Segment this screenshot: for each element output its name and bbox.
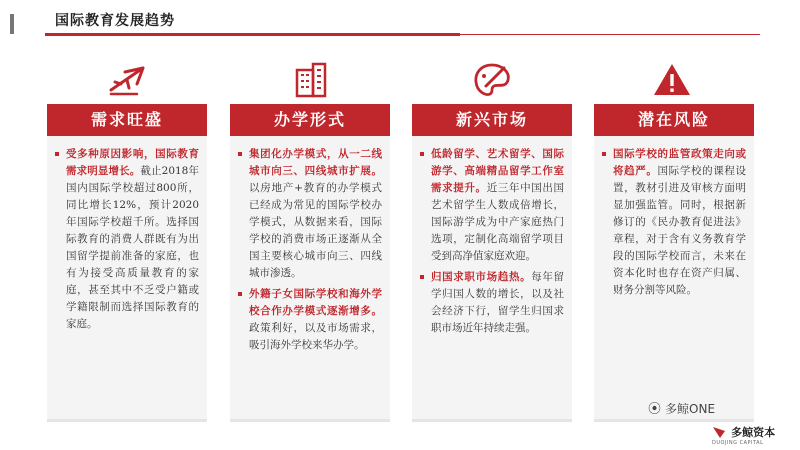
- bullet-item: [420, 269, 564, 337]
- column-heading: 需求旺盛: [47, 104, 207, 136]
- left-accent-bar: [10, 14, 14, 34]
- column-body: [230, 136, 390, 422]
- page-title: 国际教育发展趋势: [55, 13, 175, 29]
- column-heading: 办学形式: [230, 104, 390, 136]
- bullet-highlight: 低龄留学、艺术留学、国际游学、高端精品留学工作室需求提升。: [431, 148, 564, 194]
- bullet-item: [55, 146, 199, 333]
- column-school-model: [230, 104, 390, 422]
- column-risk: [594, 104, 754, 422]
- whale-logo-icon: [712, 425, 726, 439]
- airplane-icon: [107, 62, 147, 98]
- bullet-text: 近三年中国出国艺术留学生人数成倍增长，国际游学成为中产家庭热门选项，定制化高端留学项目受到高净值家庭欢迎。: [431, 182, 565, 262]
- bullet-highlight: 归国求职市场趋热。: [431, 271, 532, 283]
- column-body: [47, 136, 207, 422]
- bullet-item: [238, 146, 382, 282]
- building-icon: [291, 62, 331, 98]
- bullet-highlight: 外籍子女国际学校和海外学校合作办学模式逐渐增多。: [249, 288, 382, 317]
- column-body: [412, 136, 572, 422]
- column-emerging-market: [412, 104, 572, 422]
- title-underline-thin: [460, 34, 760, 35]
- company-logo: [712, 421, 775, 446]
- bullet-text: 每年留学归国人数的增长，以及社会经济下行，留学生归国求职市场近年持续走强。: [431, 271, 565, 334]
- column-heading: 新兴市场: [412, 104, 572, 136]
- column-body: [594, 136, 754, 422]
- bullet-item: [602, 146, 746, 299]
- title-underline: [45, 33, 460, 36]
- bullet-text: 政策利好，以及市场需求，吸引海外学校来华办学。: [249, 322, 382, 351]
- bullet-text: 截止2018年国内国际学校超过800所，同比增长12%，预计2020年国际学校超千所。选择国际教育的消费人群既有为出国留学提前准备的家庭，也有为接受高质量教育的家庭，甚至其中不乏受户籍或学籍限制而选择国际教育的家庭。: [66, 165, 199, 330]
- bullet-item: [238, 286, 382, 354]
- wechat-icon: ⦿: [648, 402, 662, 417]
- palette-icon: [472, 62, 512, 98]
- logo-subtext: DUOJING CAPITAL: [712, 440, 764, 446]
- bullet-item: [420, 146, 564, 265]
- warning-icon: [652, 62, 692, 98]
- wechat-account: [648, 398, 715, 417]
- column-demand: [47, 104, 207, 422]
- bullet-text: 国际学校的课程设置，教材引进及审核方面明显加强监管。同时，根据新修订的《民办教育促进法》章程，对于含有义务教育学段的国际学校而言，未来在资本化时也存在资产归属、财务分割等风险。: [613, 165, 747, 296]
- bullet-highlight: 受多种原因影响，国际教育需求明显增长。: [66, 148, 199, 177]
- bullet-text: 以房地产+教育的办学模式已经成为常见的国际学校办学模式，从数据来看，国际学校的消费市场正逐渐从全国主要核心城市向三、四线城市渗透。: [249, 182, 382, 279]
- wechat-label: 多鲸ONE: [665, 402, 716, 416]
- logo-text: 多鲸资本: [731, 426, 776, 439]
- bullet-highlight: 集团化办学模式，从一二线城市向三、四线城市扩展。: [249, 148, 382, 177]
- column-heading: 潜在风险: [594, 104, 754, 136]
- bullet-highlight: 国际学校的监管政策走向或将趋严。: [613, 148, 746, 177]
